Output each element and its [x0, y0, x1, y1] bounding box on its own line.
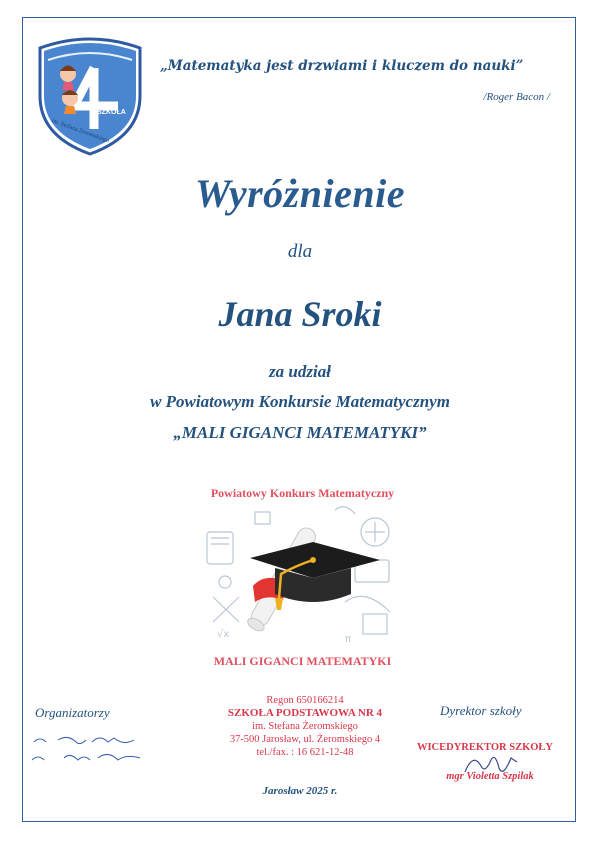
svg-text:π: π [345, 634, 352, 645]
contest-logo [195, 478, 410, 673]
graduation-cap-illustration [195, 502, 410, 652]
stamp-address: 37-500 Jarosław, ul. Żeromskiego 4 [229, 734, 381, 745]
vice-director-stamp: WICEDYREKTOR SZKOŁY [416, 742, 554, 753]
place-date: Jarosław 2025 r. [262, 785, 338, 797]
school-stamp [205, 694, 405, 759]
logo-school-text: SZKOŁA [97, 109, 126, 116]
quote-author: /Roger Bacon / [483, 91, 550, 103]
vice-director-name: mgr Violetta Szpilak [446, 771, 534, 782]
director-signature [455, 748, 525, 782]
organizers-signatures [28, 730, 148, 770]
stamp-school-name: SZKOŁA PODSTAWOWA NR 4 [227, 707, 383, 719]
certificate-title: Wyróżnienie [195, 171, 405, 216]
organizers-label: Organizatorzy [35, 705, 110, 720]
for-word: dla [287, 241, 313, 262]
contest-logo-top-text: Powiatowy Konkurs Matematyczny [210, 486, 395, 500]
stamp-patron: im. Stefana Żeromskiego [252, 721, 358, 732]
quote-text: „Matematyka jest drzwiami i kluczem do nauki” [160, 58, 524, 74]
stamp-regon: Regon 650166214 [266, 695, 344, 706]
contest-logo-bottom-text: MALI GIGANCI MATEMATYKI [213, 654, 392, 668]
contest-description-line: w Powiatowym Konkursie Matematycznym [150, 392, 450, 411]
logo-patron-text: im. Stefana Żeromskiego [50, 118, 110, 145]
director-label: Dyrektor szkoły [440, 703, 522, 718]
recipient-name: Jana Sroki [218, 294, 382, 334]
svg-text:√x: √x [217, 629, 230, 640]
school-logo [34, 34, 146, 156]
contest-name-line: „MALI GIGANCI MATEMATYKI” [173, 423, 427, 442]
participation-line: za udział [269, 362, 331, 381]
stamp-phone: tel./fax. : 16 621-12-48 [256, 747, 354, 758]
